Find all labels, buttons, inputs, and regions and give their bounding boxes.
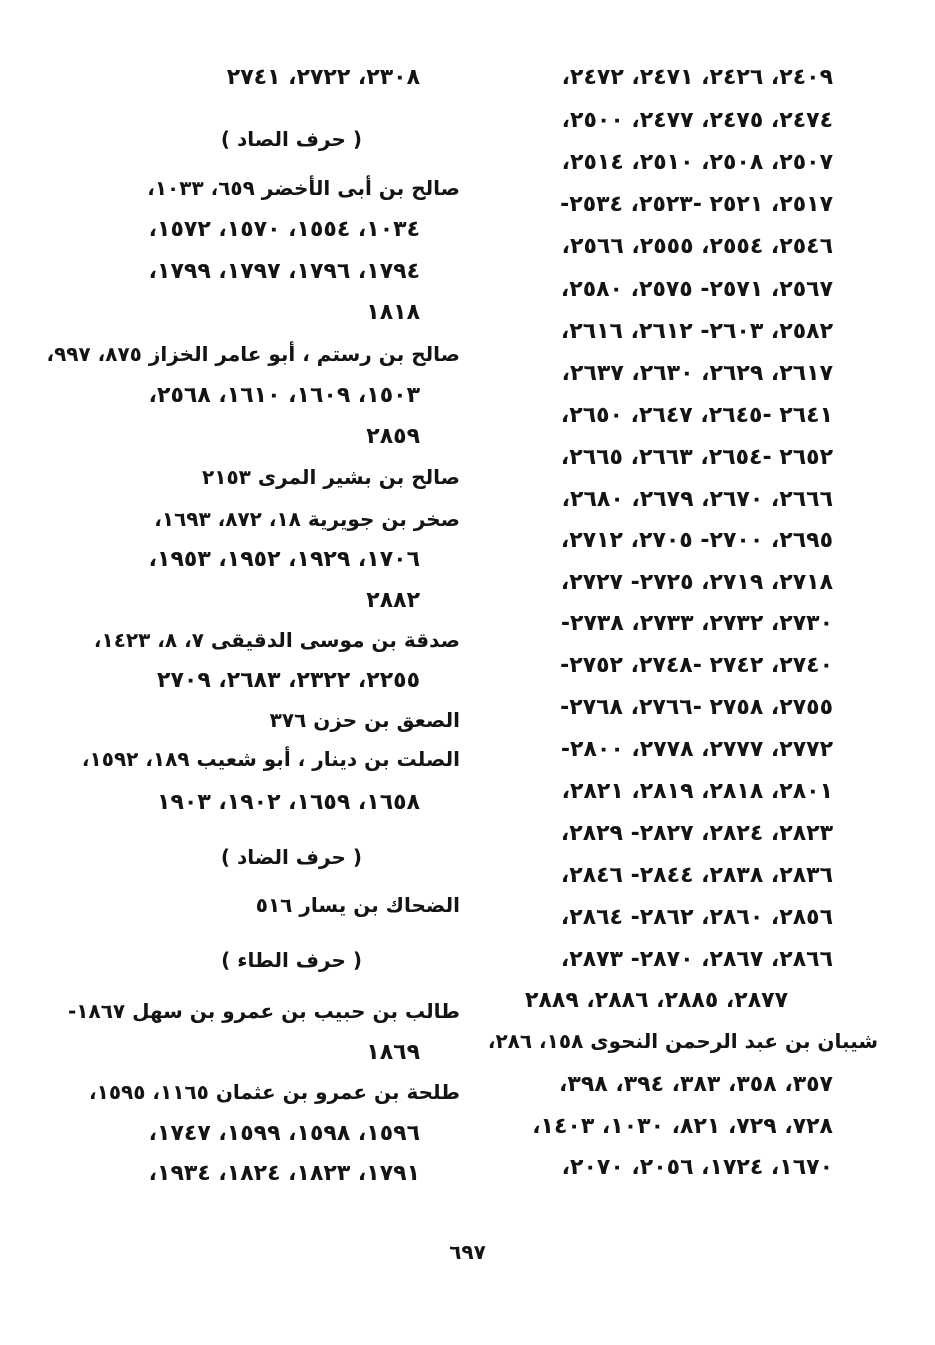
- index-line: ٢٥٨٢، ٢٦٠٣- ٢٦١٢، ٢٦١٦،: [560, 319, 833, 344]
- section-heading: ( حرف الطاء ): [221, 948, 362, 972]
- page-number: ٦٩٧: [449, 1240, 486, 1264]
- index-line: ٢٦٩٥، ٢٧٠٠- ٢٧٠٥، ٢٧١٢،: [560, 528, 833, 553]
- index-line: ٢٧٧٢، ٢٧٧٧، ٢٧٧٨، ٢٨٠٠-: [560, 737, 833, 762]
- index-line: ١٥٩٦، ١٥٩٨، ١٥٩٩، ١٧٤٧،: [148, 1121, 420, 1146]
- index-line: ٣٥٧، ٣٥٨، ٣٨٣، ٣٩٤، ٣٩٨،: [559, 1072, 833, 1097]
- index-line: ٢٤٧٤، ٢٤٧٥، ٢٤٧٧، ٢٥٠٠،: [561, 108, 833, 133]
- index-line: ٢٨٥٦، ٢٨٦٠، ٢٨٦٢- ٢٨٦٤،: [560, 905, 833, 930]
- index-line: ١٦٥٨، ١٦٥٩، ١٩٠٢، ١٩٠٣: [157, 790, 420, 815]
- index-entry-heading: الضحاك بن يسار ٥١٦: [255, 893, 460, 917]
- index-line: ١٠٣٤، ١٥٥٤، ١٥٧٠، ١٥٧٢،: [148, 217, 420, 242]
- index-entry-heading: الصعق بن حزن ٣٧٦: [269, 708, 460, 732]
- index-line: ١٧٩١، ١٨٢٣، ١٨٢٤، ١٩٣٤،: [148, 1161, 420, 1186]
- index-line: ٢٦٦٦، ٢٦٧٠، ٢٦٧٩، ٢٦٨٠،: [561, 487, 833, 512]
- index-entry-heading: شيبان بن عبد الرحمن النحوى ١٥٨، ٢٨٦،: [487, 1029, 878, 1053]
- index-line: ٢٨٠١، ٢٨١٨، ٢٨١٩، ٢٨٢١،: [561, 779, 833, 804]
- index-line: ٢٥١٧، ٢٥٢١ -٢٥٢٣، ٢٥٣٤-: [560, 192, 833, 217]
- index-line: ٢٢٥٥، ٢٣٢٢، ٢٦٨٣، ٢٧٠٩: [157, 668, 420, 693]
- index-entry-heading: الصلت بن دينار ، أبو شعيب ١٨٩، ١٥٩٢،: [81, 747, 460, 771]
- index-line: ١٦٧٠، ١٧٢٤، ٢٠٥٦، ٢٠٧٠،: [561, 1155, 833, 1180]
- index-line: ٢٦٤١ -٢٦٤٥، ٢٦٤٧، ٢٦٥٠،: [560, 403, 833, 428]
- index-entry-heading: طلحة بن عمرو بن عثمان ١١٦٥، ١٥٩٥،: [89, 1080, 460, 1104]
- index-line: ٢٨٢٣، ٢٨٢٤، ٢٨٢٧- ٢٨٢٩،: [560, 821, 833, 846]
- index-entry-heading: صالح بن بشير المرى ٢١٥٣: [202, 465, 460, 489]
- index-line: ١٧٩٤، ١٧٩٦، ١٧٩٧، ١٧٩٩،: [148, 259, 420, 284]
- index-line: ٢٣٠٨، ٢٧٢٢، ٢٧٤١: [226, 65, 420, 90]
- index-line: ١٧٠٦، ١٩٢٩، ١٩٥٢، ١٩٥٣،: [148, 547, 420, 572]
- index-line: ٢٨٨٢: [366, 588, 420, 613]
- index-line: ٢٨٣٦، ٢٨٣٨، ٢٨٤٤- ٢٨٤٦،: [560, 863, 833, 888]
- index-line: ٢٧٥٥، ٢٧٥٨ -٢٧٦٦، ٢٧٦٨-: [560, 695, 833, 720]
- index-entry-heading: صالح بن رستم ، أبو عامر الخزاز ٨٧٥، ٩٩٧،: [46, 342, 460, 366]
- section-heading: ( حرف الضاد ): [220, 845, 362, 869]
- index-line: ١٥٠٣، ١٦٠٩، ١٦١٠، ٢٥٦٨،: [148, 383, 420, 408]
- index-line: ٢٥٤٦، ٢٥٥٤، ٢٥٥٥، ٢٥٦٦،: [561, 234, 833, 259]
- index-line: ٢٧١٨، ٢٧١٩، ٢٧٢٥- ٢٧٢٧،: [560, 570, 833, 595]
- index-line: ٢٨٧٧، ٢٨٨٥، ٢٨٨٦، ٢٨٨٩: [525, 988, 788, 1013]
- index-line: ٢٨٥٩: [366, 424, 420, 449]
- index-entry-heading: صدقة بن موسى الدقيقى ٧، ٨، ١٤٢٣،: [93, 628, 460, 652]
- index-line: ٧٢٨، ٧٢٩، ٨٢١، ١٠٣٠، ١٤٠٣،: [532, 1114, 833, 1139]
- index-line: ٢٥٠٧، ٢٥٠٨، ٢٥١٠، ٢٥١٤،: [561, 150, 833, 175]
- index-line: ٢٧٣٠، ٢٧٣٢، ٢٧٣٣، ٢٧٣٨-: [560, 611, 833, 636]
- index-line: ٢٦١٧، ٢٦٢٩، ٢٦٣٠، ٢٦٣٧،: [561, 361, 833, 386]
- index-line: ٢٧٤٠، ٢٧٤٢ -٢٧٤٨، ٢٧٥٢-: [560, 653, 833, 678]
- section-heading: ( حرف الصاد ): [220, 127, 362, 151]
- index-line: ١٨١٨: [366, 300, 420, 325]
- index-line: ١٨٦٩: [366, 1040, 420, 1065]
- index-line: ٢٦٥٢ -٢٦٥٤، ٢٦٦٣، ٢٦٦٥،: [560, 445, 833, 470]
- index-entry-heading: صخر بن جويرية ١٨، ٨٧٢، ١٦٩٣،: [154, 507, 460, 531]
- index-entry-heading: صالح بن أبى الأخضر ٦٥٩، ١٠٣٣،: [147, 176, 460, 200]
- index-line: ٢٤٠٩، ٢٤٢٦، ٢٤٧١، ٢٤٧٢،: [561, 65, 833, 90]
- index-line: ٢٥٦٧، ٢٥٧١- ٢٥٧٥، ٢٥٨٠،: [560, 277, 833, 302]
- index-line: ٢٨٦٦، ٢٨٦٧، ٢٨٧٠- ٢٨٧٣،: [560, 947, 833, 972]
- index-entry-heading: طالب بن حبيب بن عمرو بن سهل ١٨٦٧-: [67, 999, 460, 1023]
